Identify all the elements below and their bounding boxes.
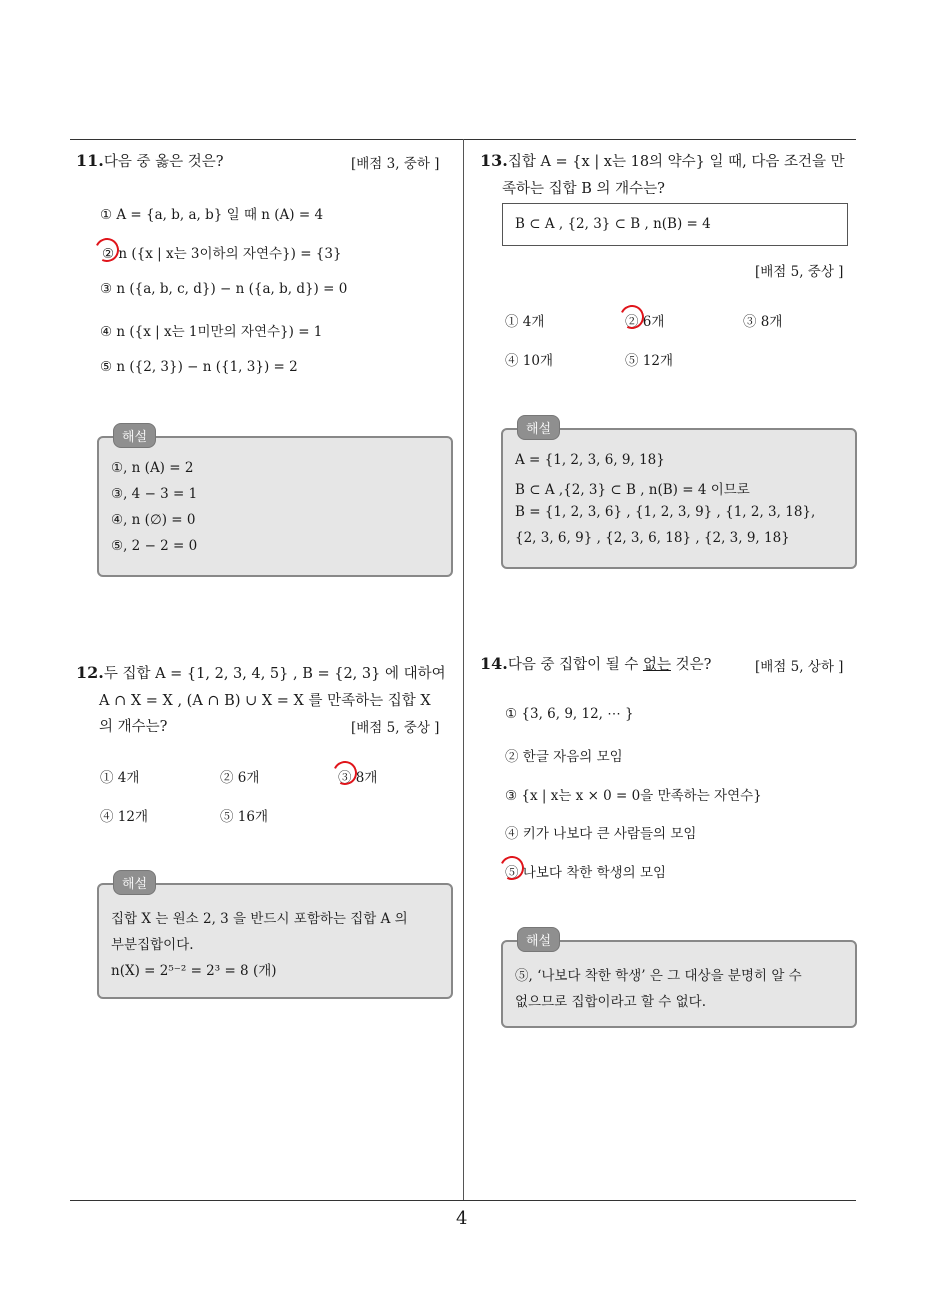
question-12-text-line-2: A ∩ X = X , (A ∩ B) ∪ X = X 를 만족하는 집합 X xyxy=(99,693,431,709)
question-14-number: 14. xyxy=(480,654,508,673)
choice-13-5[interactable]: ⑤ 12개 xyxy=(625,353,674,369)
solution-box-12 xyxy=(97,877,453,999)
question-13-title xyxy=(480,150,845,171)
choice-13-2[interactable]: ② 6개 xyxy=(625,314,665,330)
choice-14-5[interactable]: ⑤ 나보다 착한 학생의 모임 xyxy=(505,865,667,881)
question-11-title xyxy=(76,150,224,171)
solution-line: ④, n (∅) = 0 xyxy=(111,512,196,528)
question-14-meta: [배점 5, 상하 ] xyxy=(755,659,844,675)
solution-line: A = {1, 2, 3, 6, 9, 18} xyxy=(515,452,665,468)
solution-tag: 해설 xyxy=(113,870,156,895)
choice-12-4[interactable]: ④ 12개 xyxy=(100,809,149,825)
solution-tag: 해설 xyxy=(113,423,156,448)
choice-14-4[interactable]: ④ 키가 나보다 큰 사람들의 모임 xyxy=(505,826,697,842)
question-14-title xyxy=(480,653,711,674)
choice-14-1[interactable]: ① {3, 6, 9, 12, ⋯ } xyxy=(505,706,634,722)
choice-13-3[interactable]: ③ 8개 xyxy=(743,314,783,330)
choice-11-3[interactable]: ③ n ({a, b, c, d}) − n ({a, b, d}) = 0 xyxy=(100,281,348,297)
choice-11-5[interactable]: ⑤ n ({2, 3}) − n ({1, 3}) = 2 xyxy=(100,359,298,375)
question-11-text: 다음 중 옳은 것은? xyxy=(103,154,224,170)
solution-tag: 해설 xyxy=(517,927,560,952)
choice-11-1[interactable]: ① A = {a, b, a, b} 일 때 n (A) = 4 xyxy=(100,207,324,223)
choice-11-2[interactable]: ② n ({x | x는 3이하의 자연수}) = {3} xyxy=(102,246,342,262)
solution-box-14 xyxy=(501,934,857,1028)
question-12-title xyxy=(76,662,446,683)
solution-line: 없으므로 집합이라고 할 수 없다. xyxy=(515,994,706,1010)
solution-line: ⑤, 2 − 2 = 0 xyxy=(111,538,198,554)
question-13-text-line-1: 집합 A = {x | x는 18의 약수} 일 때, 다음 조건을 만 xyxy=(507,154,845,170)
question-11-number: 11. xyxy=(76,151,104,170)
choice-13-4[interactable]: ④ 10개 xyxy=(505,353,554,369)
solution-line: ③, 4 − 3 = 1 xyxy=(111,486,198,502)
solution-box-11 xyxy=(97,430,453,577)
solution-line: 부분집합이다. xyxy=(111,937,194,953)
solution-line: ①, n (A) = 2 xyxy=(111,460,194,476)
choice-12-2[interactable]: ② 6개 xyxy=(220,770,260,786)
question-13-number: 13. xyxy=(480,151,508,170)
question-14-text-before: 다음 중 집합이 될 수 xyxy=(507,657,643,673)
solution-line: {2, 3, 6, 9} , {2, 3, 6, 18} , {2, 3, 9, 18} xyxy=(515,530,790,546)
page-number: 4 xyxy=(456,1208,468,1229)
choice-12-5[interactable]: ⑤ 16개 xyxy=(220,809,269,825)
condition-text: B ⊂ A , {2, 3} ⊂ B , n(B) = 4 xyxy=(515,216,711,232)
solution-line: ⑤, ‘나보다 착한 학생’ 은 그 대상을 분명히 알 수 xyxy=(515,968,802,984)
question-11-meta: [배점 3, 중하 ] xyxy=(351,156,440,172)
choice-13-1[interactable]: ① 4개 xyxy=(505,314,545,330)
bottom-rule xyxy=(70,1200,856,1201)
choice-14-2[interactable]: ② 한글 자음의 모임 xyxy=(505,749,623,765)
condition-box xyxy=(502,203,848,246)
question-14-text-after: 것은? xyxy=(670,657,712,673)
question-12-text-line-3: 의 개수는? xyxy=(99,719,168,735)
choice-14-3[interactable]: ③ {x | x는 x × 0 = 0을 만족하는 자연수} xyxy=(505,788,762,804)
question-13-text-line-2: 족하는 집합 B 의 개수는? xyxy=(502,181,665,197)
choice-12-3[interactable]: ③ 8개 xyxy=(338,770,378,786)
solution-line: B = {1, 2, 3, 6} , {1, 2, 3, 9} , {1, 2, 3, 18}, xyxy=(515,504,816,520)
solution-line: 집합 X 는 원소 2, 3 을 반드시 포함하는 집합 A 의 xyxy=(111,911,408,927)
choice-12-1[interactable]: ① 4개 xyxy=(100,770,140,786)
column-divider xyxy=(463,139,464,1201)
question-12-text-line-1: 두 집합 A = {1, 2, 3, 4, 5} , B = {2, 3} 에 대하여 xyxy=(103,666,446,682)
question-13-meta: [배점 5, 중상 ] xyxy=(755,264,844,280)
solution-line: n(X) = 2⁵⁻² = 2³ = 8 (개) xyxy=(111,963,277,979)
question-12-meta: [배점 5, 중상 ] xyxy=(351,720,440,736)
choice-11-4[interactable]: ④ n ({x | x는 1미만의 자연수}) = 1 xyxy=(100,324,323,340)
solution-line: B ⊂ A ,{2, 3} ⊂ B , n(B) = 4 이므로 xyxy=(515,482,750,498)
question-14-text-underlined: 없는 xyxy=(642,657,671,673)
solution-box-13 xyxy=(501,422,857,569)
solution-tag: 해설 xyxy=(517,415,560,440)
question-12-number: 12. xyxy=(76,663,104,682)
